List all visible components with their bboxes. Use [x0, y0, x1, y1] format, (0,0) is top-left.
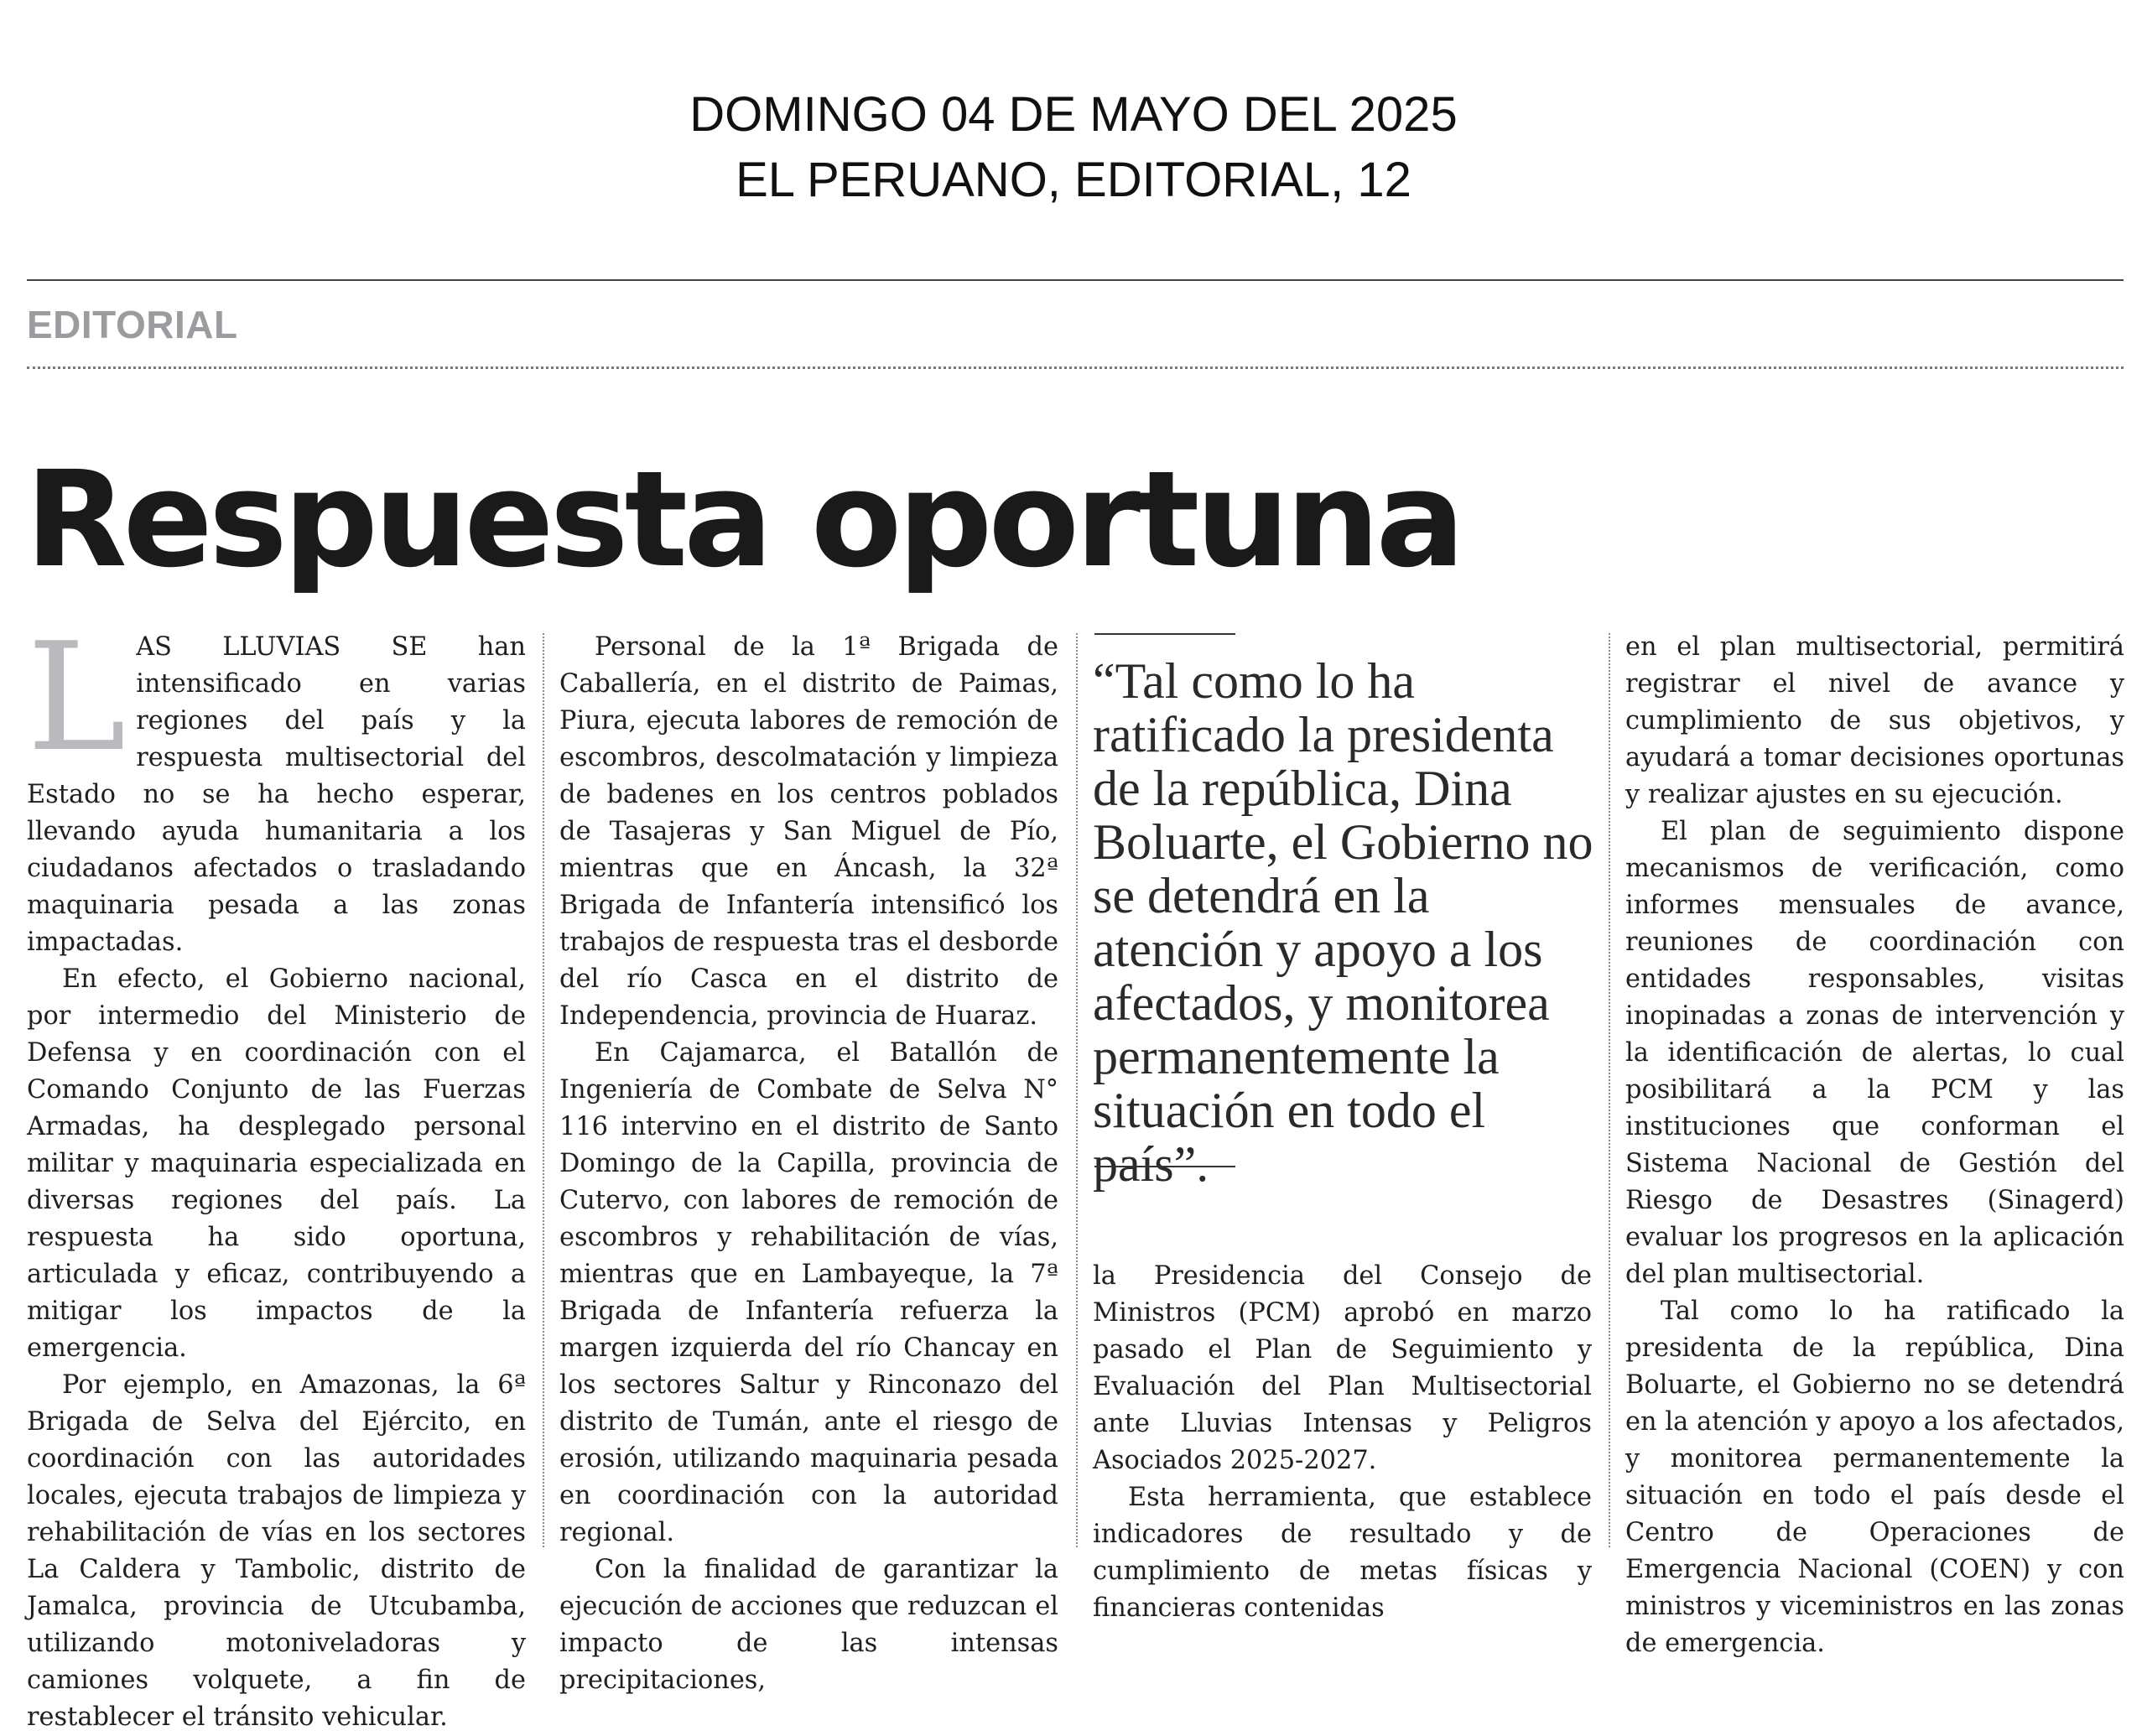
paragraph	[27, 611, 526, 961]
article-column-2	[559, 629, 1058, 1695]
pull-quote: “Tal como lo ha ratificado la presidenta de la república, Dina Boluarte, el Gobierno no se detendrá en la atención y apoyo a los afectados, y monitorea permanentemente la situación en todo el país”.	[1093, 653, 1593, 1192]
paragraph: Con la finalidad de garantizar la ejecución de acciones que reduzcan el impacto de las intensas precipitaciones,	[559, 1555, 1058, 1695]
pull-quote-top-rule	[1094, 633, 1235, 635]
paragraph: En Cajamarca, el Batallón de Ingeniería de Combate de Selva N° 116 intervino en el distrito de Santo Domingo de la Capilla, provincia de Cutervo, con labores de remoción de escombros y rehabilitación de vías, mientras que en Lambayeque, la 7ª Brigada de Infantería refuerza la margen izquierda del río Chancay en los sectores Saltur y Rinconazo del distrito de Tumán, ante el riesgo de erosión, utilizando maquinaria pesada en coordinación con la autoridad regional.	[559, 1038, 1058, 1547]
column-divider	[1609, 633, 1610, 1547]
paragraph: El plan de seguimiento dispone mecanismos de verificación, como informes mensuales de avance, reuniones de coordinación con entidades responsables, visitas inopinadas a zonas de intervención y la identificación de alertas, lo cual posibilitará a la PCM y las instituciones que conforman el Sistema Nacional de Gestión del Riesgo de Desastres (Sinagerd) evaluar los progresos en la aplicación del plan multisectorial.	[1625, 817, 2124, 1289]
date-line: DOMINGO 04 DE MAYO DEL 2025	[689, 87, 1458, 142]
column-divider	[543, 633, 544, 1547]
paragraph: la Presidencia del Consejo de Ministros (PCM) aprobó en marzo pasado el Plan de Seguimiento y Evaluación del Plan Multisectorial ante Lluvias Intensas y Peligros Asociados 2025-2027.	[1093, 1261, 1592, 1475]
top-divider	[27, 279, 2124, 281]
article-column-4	[1625, 629, 2124, 1658]
pull-quote-bottom-rule	[1094, 1166, 1235, 1167]
dotted-divider	[27, 366, 2124, 369]
paragraph: Por ejemplo, en Amazonas, la 6ª Brigada de Selva del Ejército, en coordinación con las autoridades locales, ejecuta trabajos de limpieza y rehabilitación de vías en los sectores La Caldera y Tambolic, distrito de Jamalca, provincia de Utcubamba, utilizando motoniveladoras y camiones volquete, a fin de restablecer el tránsito vehicular.	[27, 1370, 526, 1732]
drop-cap: L	[27, 611, 127, 784]
paragraph: en el plan multisectorial, permitirá registrar el nivel de avance y cumplimiento de sus objetivos, y ayudará a tomar decisiones oportunas y realizar ajustes en su ejecución.	[1625, 632, 2124, 809]
headline: Respuesta oportuna	[25, 443, 1462, 597]
paragraph: En efecto, el Gobierno nacional, por intermedio del Ministerio de Defensa y en coordinación con el Comando Conjunto de las Fuerzas Armadas, ha desplegado personal militar y maquinaria especializada en diversas regiones del país. La respuesta ha sido oportuna, articulada y eficaz, contribuyendo a mitigar los impactos de la emergencia.	[27, 964, 526, 1363]
article-column-3	[1093, 1258, 1592, 1623]
paragraph: Personal de la 1ª Brigada de Caballería, en el distrito de Paimas, Piura, ejecuta labores de remoción de escombros, descolmatación y limpieza de badenes en los centros poblados de Tasajeras y San Miguel de Pío, mientras que en Áncash, la 32ª Brigada de Infantería intensificó los trabajos de respuesta tras el desborde del río Casca en el distrito de Independencia, provincia de Huaraz.	[559, 632, 1058, 1031]
article-column-1	[27, 611, 526, 1732]
column-divider	[1076, 633, 1078, 1547]
paragraph: Esta herramienta, que establece indicadores de resultado y de cumplimiento de metas físicas y financieras contenidas	[1093, 1483, 1592, 1623]
source-line: EL PERUANO, EDITORIAL, 12	[736, 153, 1411, 207]
paragraph: Tal como lo ha ratificado la presidenta de la república, Dina Boluarte, el Gobierno no se detendrá en la atención y apoyo a los afectados, y monitorea permanentemente la situación en todo el país desde el Centro de Operaciones de Emergencia Nacional (COEN) y con ministros y viceministros en las zonas de emergencia.	[1625, 1297, 2124, 1658]
section-label: EDITORIAL	[27, 303, 238, 346]
masthead	[0, 82, 2147, 213]
paragraph-text: AS LLUVIAS SE han intensificado en varias regiones del país y la respuesta multisectorial del Estado no se ha hecho esperar, llevando ayuda humanitaria a los ciudadanos afectados o trasladando maquinaria pesada a las zonas impactadas.	[27, 632, 526, 957]
